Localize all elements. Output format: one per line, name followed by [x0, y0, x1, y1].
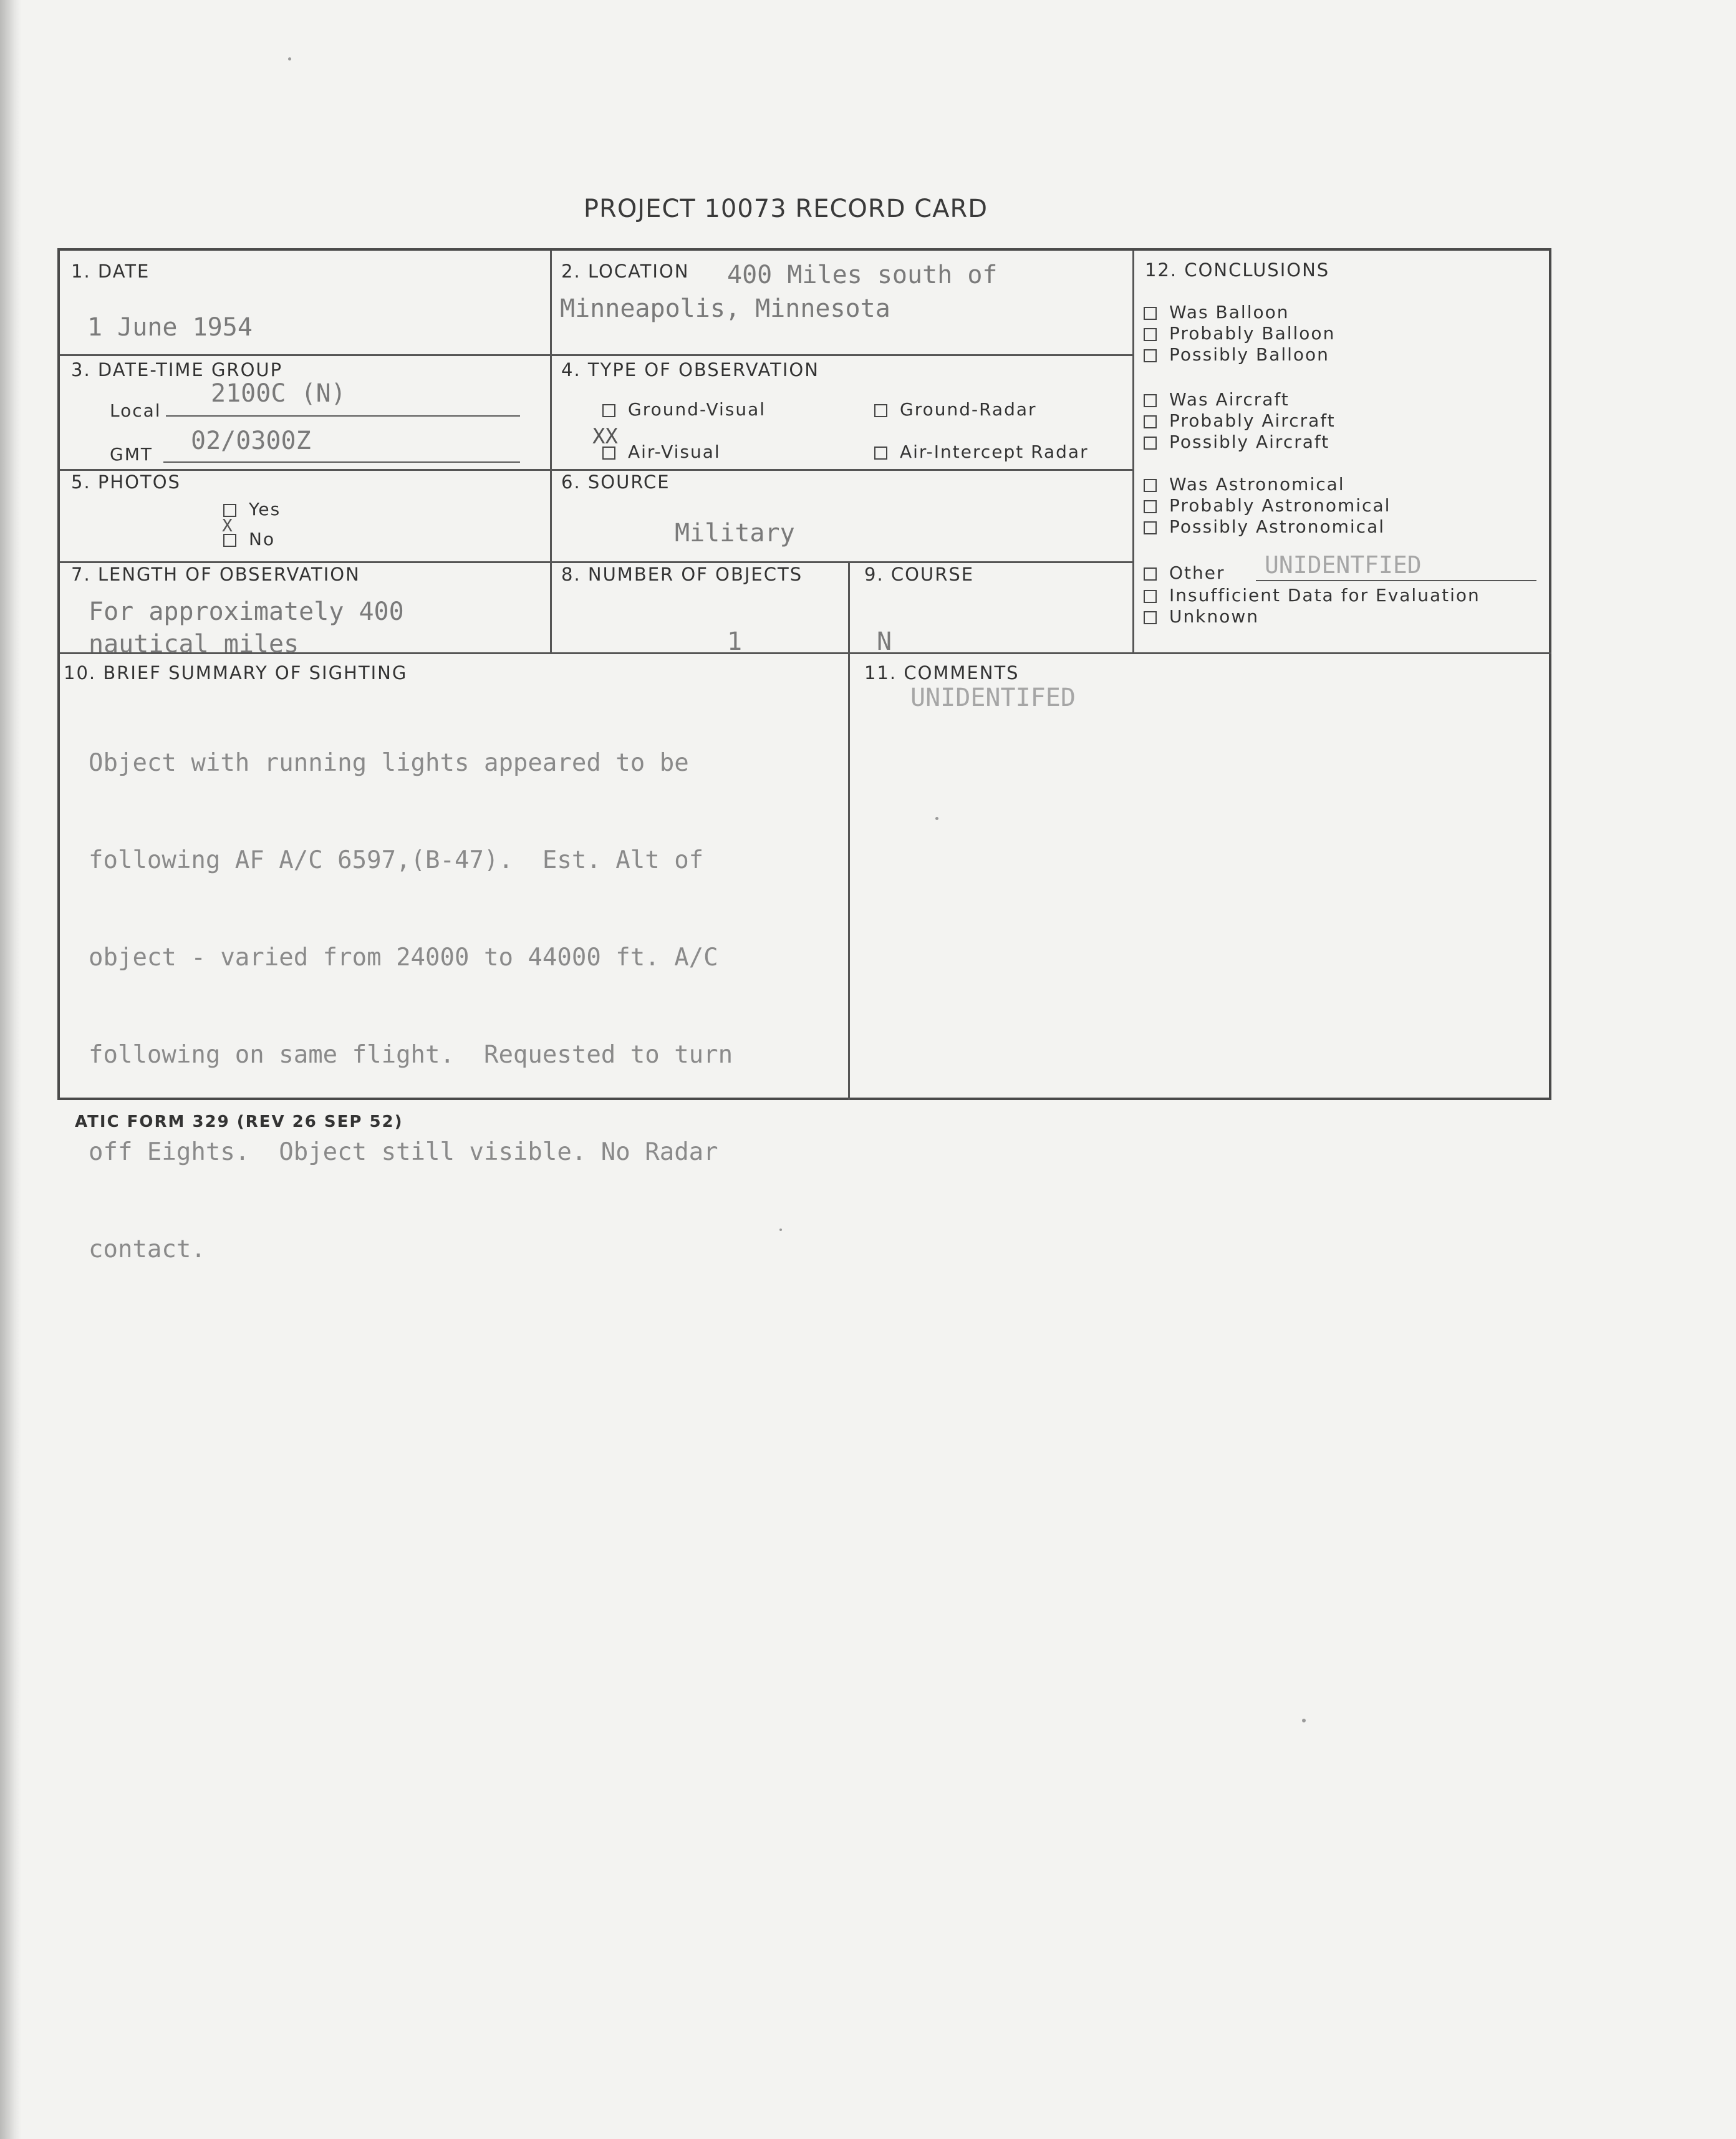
location-value-line1: 400 Miles south of: [727, 261, 998, 289]
conclusion-checkbox[interactable]: [1144, 394, 1157, 407]
air-visual-mark: XX: [592, 424, 618, 449]
conclusion-was-balloon[interactable]: Was Balloon: [1144, 302, 1289, 322]
length-value-line1: For approximately 400: [89, 597, 404, 626]
summary-line: contact.: [89, 1235, 206, 1263]
summary-label: 10. BRIEF SUMMARY OF SIGHTING: [64, 662, 408, 683]
divider: [60, 354, 551, 356]
gmt-value: 02/0300Z: [191, 427, 311, 455]
summary-text: [89, 682, 837, 1298]
photos-label: 5. PHOTOS: [71, 471, 181, 493]
summary-line: following AF A/C 6597,(B-47). Est. Alt of: [89, 846, 704, 874]
conclusion-was-aircraft[interactable]: Was Aircraft: [1144, 389, 1290, 410]
gmt-underline: [163, 461, 520, 463]
summary-line: object - varied from 24000 to 44000 ft. A/C: [89, 944, 718, 972]
comments-label: 11. COMMENTS: [864, 662, 1020, 683]
conclusion-checkbox[interactable]: [1144, 479, 1157, 492]
conclusion-probably-astronomical[interactable]: Probably Astronomical: [1144, 495, 1391, 516]
ground-visual-checkbox[interactable]: [602, 404, 615, 417]
course-value: N: [877, 627, 892, 656]
conclusion-possibly-aircraft[interactable]: Possibly Aircraft: [1144, 432, 1329, 452]
local-underline: [166, 415, 520, 417]
date-label: 1. DATE: [71, 261, 150, 282]
conclusion-probably-balloon[interactable]: Probably Balloon: [1144, 323, 1335, 344]
conclusion-checkbox[interactable]: [1144, 437, 1157, 450]
air-visual-option[interactable]: Air-Visual: [602, 442, 721, 462]
card-title: PROJECT 10073 RECORD CARD: [583, 195, 988, 223]
local-value: 2100C (N): [211, 379, 346, 408]
conclusion-possibly-balloon[interactable]: Possibly Balloon: [1144, 344, 1329, 365]
scan-edge-shadow: [0, 0, 21, 2139]
ground-radar-checkbox[interactable]: [874, 404, 887, 417]
air-visual-checkbox[interactable]: [602, 447, 615, 460]
conclusion-checkbox[interactable]: [1144, 307, 1157, 320]
conclusions-label: 12. CONCLUSIONS: [1145, 259, 1330, 281]
conclusion-unknown[interactable]: Unknown: [1144, 606, 1259, 627]
photos-no-mark: X: [222, 515, 233, 536]
conclusion-possibly-astronomical[interactable]: Possibly Astronomical: [1144, 516, 1385, 537]
divider: [60, 469, 1134, 471]
conclusion-checkbox[interactable]: [1144, 590, 1157, 603]
conclusion-checkbox[interactable]: [1144, 328, 1157, 341]
divider: [60, 561, 1134, 563]
num-objects-value: 1: [727, 627, 743, 656]
divider: [1132, 251, 1134, 652]
conclusion-checkbox[interactable]: [1144, 349, 1157, 362]
conclusion-checkbox[interactable]: [1144, 415, 1157, 428]
divider: [551, 354, 1134, 356]
source-label: 6. SOURCE: [561, 471, 670, 493]
comments-value: UNIDENTIFED: [910, 683, 1076, 712]
scan-speck: [1302, 1719, 1306, 1722]
scan-speck: [288, 57, 291, 60]
form-footer: ATIC FORM 329 (REV 26 SEP 52): [75, 1113, 403, 1131]
date-value: 1 June 1954: [87, 313, 253, 342]
conclusion-checkbox[interactable]: [1144, 611, 1157, 624]
air-intercept-checkbox[interactable]: [874, 447, 887, 460]
conclusion-other[interactable]: Other: [1144, 563, 1225, 583]
location-label: 2. LOCATION: [561, 261, 690, 282]
conclusion-probably-aircraft[interactable]: Probably Aircraft: [1144, 410, 1336, 431]
conclusion-checkbox[interactable]: [1144, 567, 1157, 581]
course-label: 9. COURSE: [864, 564, 975, 585]
length-label: 7. LENGTH OF OBSERVATION: [71, 564, 360, 585]
divider: [848, 561, 850, 1100]
conclusion-was-astronomical[interactable]: Was Astronomical: [1144, 474, 1345, 495]
type-obs-label: 4. TYPE OF OBSERVATION: [561, 359, 819, 380]
conclusion-checkbox[interactable]: [1144, 521, 1157, 534]
other-underline: [1256, 580, 1536, 581]
conclusion-checkbox[interactable]: [1144, 500, 1157, 513]
summary-line: Object with running lights appeared to be: [89, 749, 689, 777]
location-value-line2: Minneapolis, Minnesota: [560, 294, 890, 323]
summary-line: following on same flight. Requested to turn: [89, 1041, 733, 1069]
photos-no-option[interactable]: No: [223, 529, 275, 549]
photos-yes-option[interactable]: Yes: [223, 499, 281, 519]
ground-visual-option[interactable]: Ground-Visual: [602, 399, 766, 420]
source-value: Military: [675, 519, 795, 548]
divider: [550, 251, 552, 652]
num-objects-label: 8. NUMBER OF OBJECTS: [561, 564, 803, 585]
photos-no-checkbox[interactable]: [223, 534, 236, 547]
length-value-line2: nautical miles: [89, 630, 299, 659]
local-label: Local: [110, 400, 162, 421]
conclusion-insufficient-data[interactable]: Insufficient Data for Evaluation: [1144, 585, 1480, 606]
air-intercept-option[interactable]: Air-Intercept Radar: [874, 442, 1089, 462]
summary-line: off Eights. Object still visible. No Radar: [89, 1138, 718, 1166]
ground-radar-option[interactable]: Ground-Radar: [874, 399, 1037, 420]
dtg-label: 3. DATE-TIME GROUP: [71, 359, 283, 380]
gmt-label: GMT: [110, 444, 153, 465]
conclusion-other-value: UNIDENTFIED: [1265, 551, 1422, 579]
